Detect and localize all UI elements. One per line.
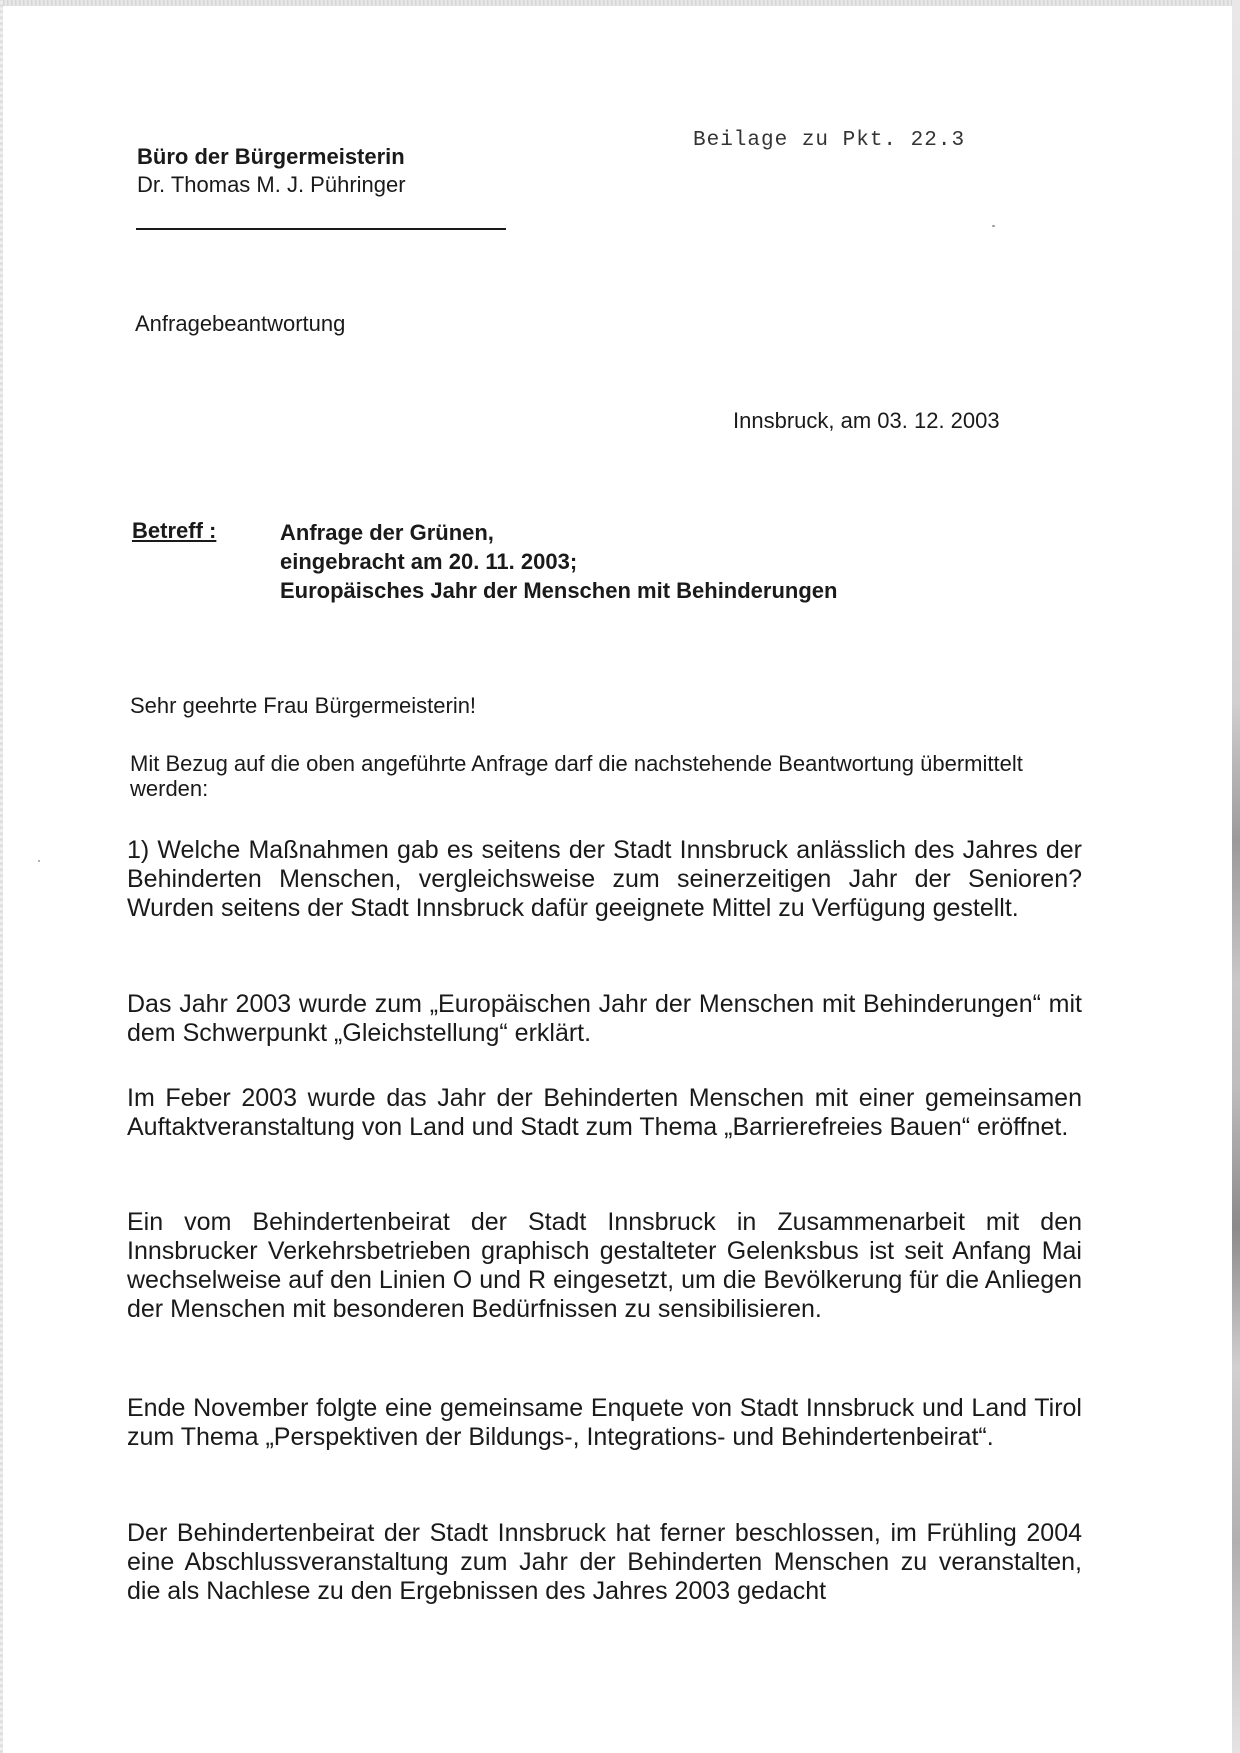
answer-paragraph: Das Jahr 2003 wurde zum „Europäischen Jahr der Menschen mit Behinderungen“ mit dem Schwerpunkt „Gleichstellung“ erklärt. [127,990,1082,1047]
subject-line: eingebracht am 20. 11. 2003; [280,549,578,574]
sender-divider [136,228,506,230]
answer-paragraph: Ein vom Behindertenbeirat der Stadt Innsbruck in Zusammenarbeit mit den Innsbrucker Verkehrsbetrieben graphisch gestalteter Gelenksbus ist seit Anfang Mai wechselweise auf den Linien O und R eingesetzt, um die Bevölkerung für die Anliegen der Menschen mit besonderen Bedürfnissen zu sensibilisieren. [127,1208,1082,1323]
subject-line: Europäisches Jahr der Menschen mit Behinderungen [280,578,838,603]
subject-line: Anfrage der Grünen, [280,520,494,545]
sender-name: Dr. Thomas M. J. Pühringer [137,172,406,197]
answer-paragraph: Im Feber 2003 wurde das Jahr der Behinderten Menschen mit einer gemeinsamen Auftaktveranstaltung von Land und Stadt zum Thema „Barrierefreies Bauen“ eröffnet. [127,1084,1082,1141]
scan-edge-right [1232,0,1240,1753]
intro-paragraph: Mit Bezug auf die oben angeführte Anfrage darf die nachstehende Beantwortung übermittelt werden: [130,751,1023,801]
place-date: Innsbruck, am 03. 12. 2003 [733,408,1000,433]
scan-speck [992,225,995,227]
subject-block [280,518,837,605]
subject-label: Betreff : [132,518,217,543]
scan-speck [38,860,40,862]
attachment-reference: Beilage zu Pkt. 22.3 [693,129,966,152]
answer-paragraph: Der Behindertenbeirat der Stadt Innsbruck hat ferner beschlossen, im Frühling 2004 eine Abschlussveranstaltung zum Jahr der Behinderten Menschen zu veranstalten, die als Nachlese zu den Ergebnissen des Jahres 2003 gedacht [127,1519,1082,1605]
document-type: Anfragebeantwortung [135,311,346,336]
scan-edge-left [0,0,3,1753]
question-paragraph: 1) Welche Maßnahmen gab es seitens der Stadt Innsbruck anlässlich des Jahres der Behinderten Menschen, vergleichsweise zum seinerzeitigen Jahr der Senioren? Wurden seitens der Stadt Innsbruck dafür geeignete Mittel zu Verfügung gestellt. [127,836,1082,922]
scan-edge-top [0,0,1240,6]
answer-paragraph: Ende November folgte eine gemeinsame Enquete von Stadt Innsbruck und Land Tirol zum Thema „Perspektiven der Bildungs-, Integrations- und Behindertenbeirat“. [127,1394,1082,1451]
sender-office: Büro der Bürgermeisterin [137,144,405,169]
salutation: Sehr geehrte Frau Bürgermeisterin! [130,693,477,718]
